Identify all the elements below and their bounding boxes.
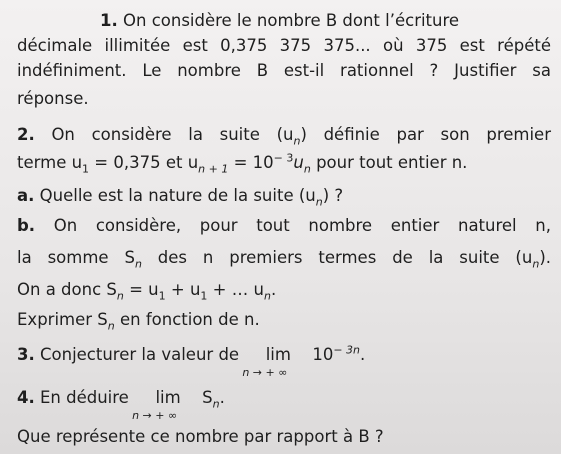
qb-l2-b: des n premiers termes de la suite (u [141, 248, 533, 267]
q3-text: Conjecturer la valeur de [34, 345, 240, 364]
q3-expr-sup: − 3n [333, 343, 361, 357]
q4-text: En déduire [34, 388, 129, 407]
qb-l3-sub2: 1 [158, 289, 166, 303]
q1-line-2: décimale illimitée est 0,375 375 375... où 375 est répété [17, 36, 551, 55]
qb-l3-c: + u [165, 280, 201, 299]
qb-line-3 [17, 279, 551, 301]
qb-label: b. [17, 216, 36, 235]
qa-text: Quelle est la nature de la suite (u [34, 186, 316, 205]
q4-lim-word: lim [155, 388, 181, 407]
q2-l2-sub1: 1 [82, 162, 90, 176]
q2-l2-sub2: n + 1 [198, 162, 229, 176]
q1-line-3: indéfiniment. Le nombre B est-il rationnel ? Justifier sa [17, 61, 551, 80]
q4-expr-sub: n [212, 397, 220, 411]
q4-lim-under: n → + ∞ [132, 409, 178, 422]
qa-label: a. [17, 186, 35, 205]
qb-l4-b: en fonction de n. [114, 310, 260, 329]
q2-text-1: On considère la suite (u [51, 125, 294, 144]
qb-text-1: On considère, pour tout nombre entier naturel n, [35, 216, 551, 235]
qa-line [17, 185, 551, 207]
q2-l2-sub3: n [303, 162, 311, 176]
q2-l2-c: = 10 [228, 153, 274, 172]
q4-number: 4. [17, 388, 35, 407]
q5-line: Que représente ce nombre par rapport à B ? [17, 427, 384, 446]
q2-l2-a: terme u [17, 153, 83, 172]
q2-line-1 [17, 124, 551, 146]
q2-number: 2. [17, 125, 35, 144]
qa-sub: n [315, 195, 323, 209]
qb-line-4 [17, 309, 551, 331]
q1-number: 1. [100, 11, 118, 30]
q1-text-1: On considère le nombre B dont l’écriture [123, 11, 460, 30]
qb-l3-b: = u [123, 280, 159, 299]
qb-l3-e: . [270, 280, 277, 299]
qb-l3-sub3: 1 [200, 289, 208, 303]
qb-l3-sub4: n [263, 289, 271, 303]
qb-l3-d: + … u [207, 280, 264, 299]
q4-end: . [219, 388, 225, 407]
q2-l2-e: pour tout entier n. [310, 153, 468, 172]
qb-line-2 [17, 247, 551, 269]
q2-text-1-end: ) définie par son premier [300, 125, 551, 144]
q2-sub: n [293, 134, 301, 148]
q4-expr: S [202, 388, 213, 407]
q2-l2-d: u [293, 153, 304, 172]
q2-line-2 [17, 152, 551, 174]
q4-limit [132, 387, 198, 422]
qb-l3-a: On a donc S [17, 280, 117, 299]
qb-line-1 [17, 215, 551, 237]
qa-end: ) ? [322, 186, 344, 205]
q3-lim-under: n → + ∞ [242, 366, 288, 379]
qb-l4-a: Exprimer S [17, 310, 108, 329]
qb-l2-sub2: n [532, 257, 540, 271]
q1-line-4: réponse. [17, 89, 89, 108]
q3-lim-word: lim [265, 345, 291, 364]
qb-l2-c: ). [539, 248, 551, 267]
qb-l3-sub: n [116, 289, 124, 303]
q3-end: . [360, 345, 366, 364]
q3-number: 3. [17, 345, 35, 364]
qb-l4-sub: n [107, 319, 115, 333]
qb-l2-sub1: n [134, 257, 142, 271]
q4-line [17, 387, 551, 422]
q3-limit [242, 344, 308, 379]
q2-l2-sup: − 3 [273, 151, 294, 165]
q3-line [17, 343, 551, 379]
qb-l2-a: la somme S [17, 248, 135, 267]
q1-line-1 [100, 10, 551, 32]
q3-expr: 10 [312, 345, 334, 364]
q2-l2-b: = 0,375 et u [89, 153, 199, 172]
